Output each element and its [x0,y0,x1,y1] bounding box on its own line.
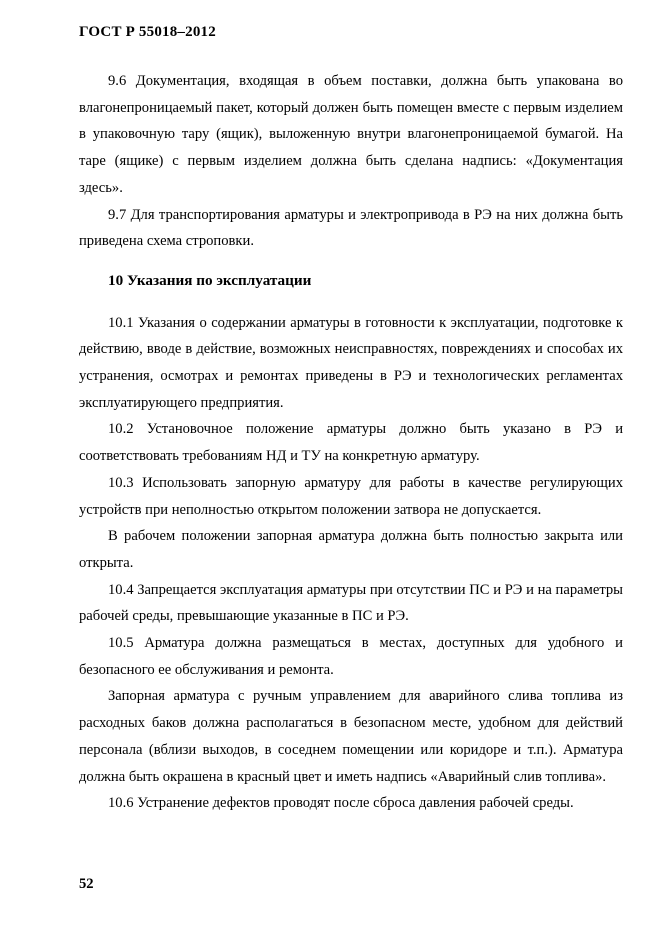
paragraph-9-6: 9.6 Документация, входящая в объем поставки, должна быть упакована во влагонепроницаемый пакет, который должен быть помещен вместе с первым изделием в упаковочную тару (ящик), выложенную внутри влагонепроницаемой бумагой. На таре (ящике) с первым изделием должна быть сделана надпись: «Документация здесь». [79,73,623,196]
page-number: 52 [79,876,94,892]
paragraph-10-1: 10.1 Указания о содержании арматуры в готовности к эксплуатации, подготовке к действию, вводе в действие, возможных неисправностях, повреждениях и способах их устранения, осмотрах и ремонтах приведены в РЭ и технологических регламентах эксплуатирующего предприятия. [79,314,623,411]
paragraph-10-3-continued: В рабочем положении запорная арматура должна быть полностью закрыта или открыта. [79,528,623,571]
paragraph-10-5: 10.5 Арматура должна размещаться в местах, доступных для удобного и безопасного ее обслуживания и ремонта. [79,635,623,678]
document-header: ГОСТ Р 55018–2012 [79,24,216,40]
section-heading: 10 Указания по эксплуатации [108,271,312,289]
paragraph-10-2: 10.2 Установочное положение арматуры должно быть указано в РЭ и соответствовать требованиям НД и ТУ на конкретную арматуру. [79,421,623,465]
paragraph-10-5-continued: Запорная арматура с ручным управлением для аварийного слива топлива из расходных баков должна располагаться в безопасном месте, удобном для действий персонала (вблизи выходов, в соседнем помещении или коридоре и т.п.). Арматура должна быть окрашена в красный цвет и иметь надпись «Аварийный слив топлива». [79,688,623,785]
page-body [79,68,623,817]
paragraph-10-3: 10.3 Использовать запорную арматуру для работы в качестве регулирующих устройств при неполностью открытом положении затвора не допускается. [79,474,623,518]
paragraph-10-6: 10.6 Устранение дефектов проводят после сброса давления рабочей среды. [108,795,574,812]
paragraph-9-7: 9.7 Для транспортирования арматуры и электропривода в РЭ на них должна быть приведена схема строповки. [79,206,623,250]
paragraph-10-4: 10.4 Запрещается эксплуатация арматуры при отсутствии ПС и РЭ и на параметры рабочей среды, превышающие указанные в ПС и РЭ. [79,581,623,625]
